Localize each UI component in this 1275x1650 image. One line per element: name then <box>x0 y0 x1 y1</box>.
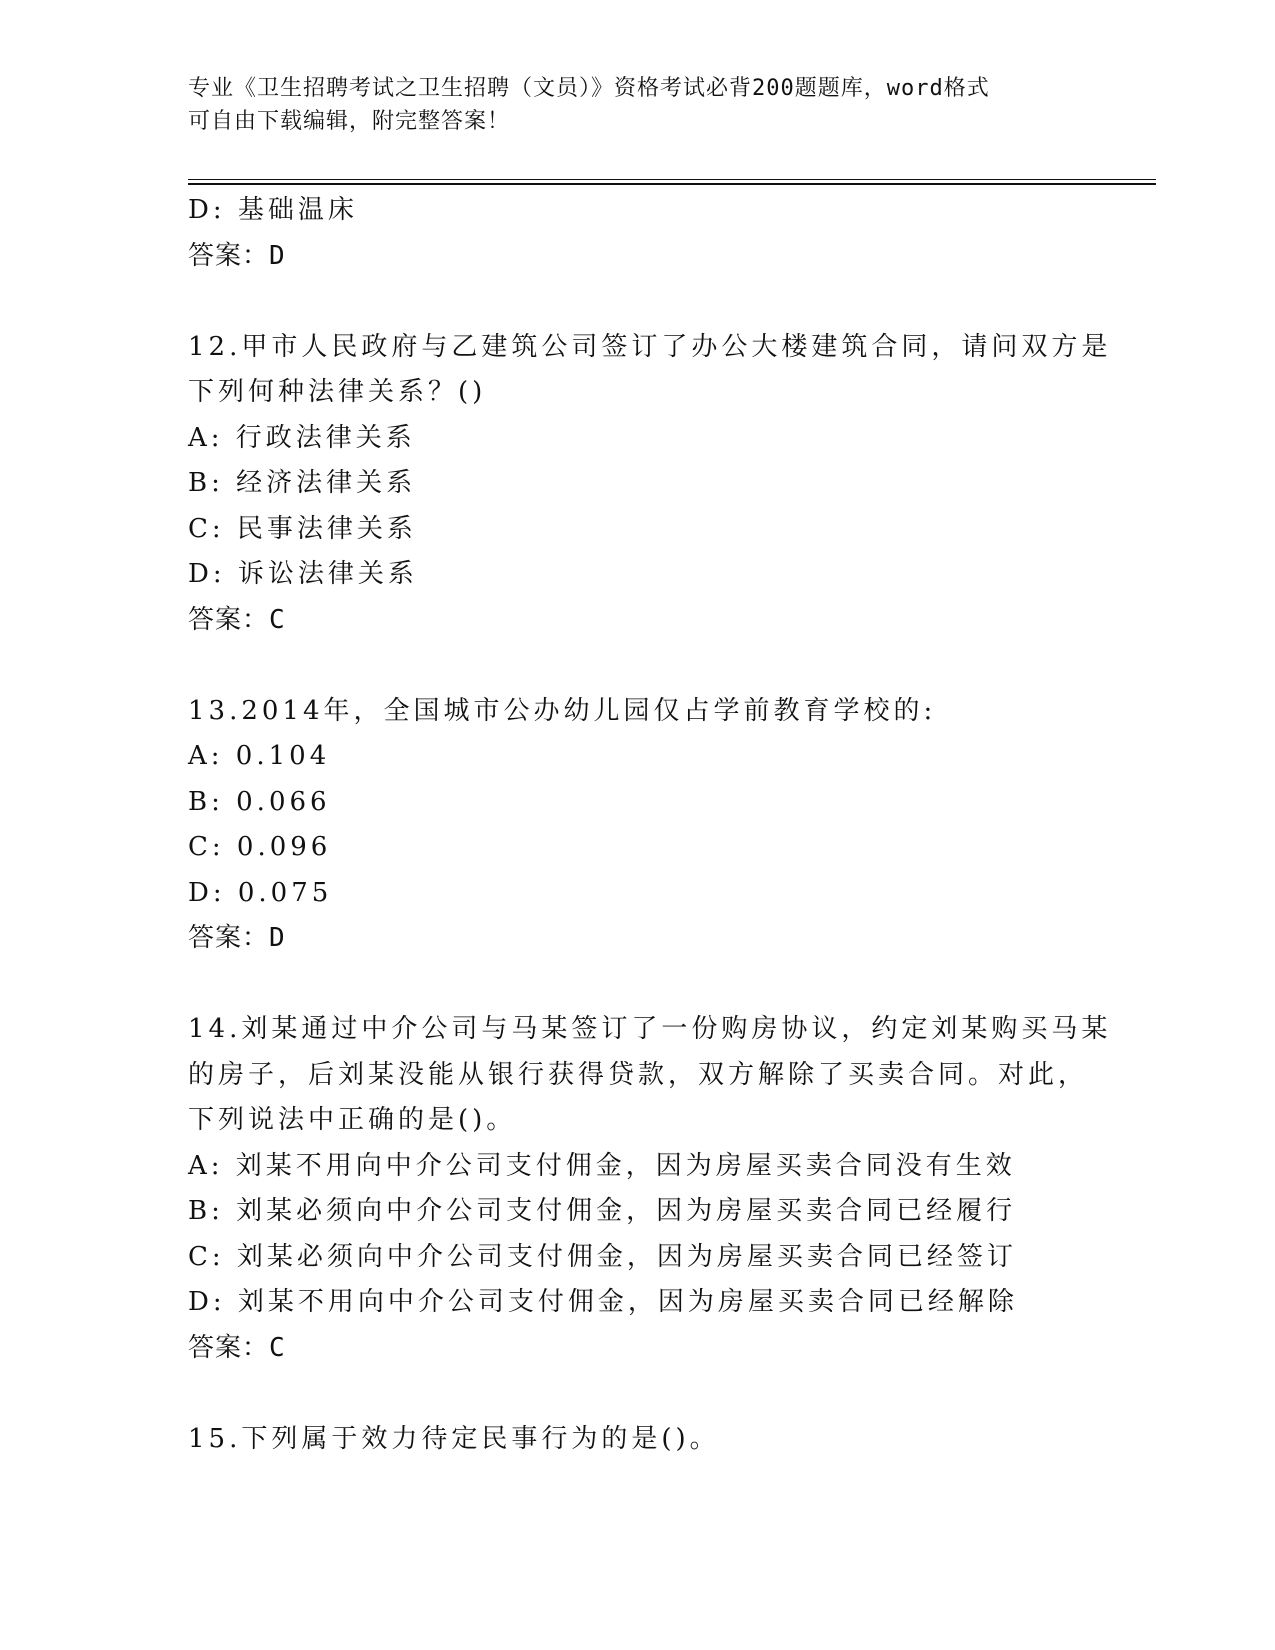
answer: 答案：C <box>188 604 286 635</box>
option-b: B: 经济法律关系 <box>188 468 417 498</box>
spacer <box>188 279 1088 325</box>
question-stem: 14.刘某通过中介公司与马某签订了一份购房协议，约定刘某购买马某 <box>188 1014 1112 1044</box>
option-c: C: 0.096 <box>188 832 332 862</box>
option-b: B: 0.066 <box>188 786 331 817</box>
answer: 答案：D <box>188 923 286 953</box>
question-stem: 的房子，后刘某没能从银行获得贷款，双方解除了买卖合同。对此， <box>188 1059 1089 1090</box>
prev-answer: 答案：D <box>188 240 286 271</box>
option-d: D: 诉讼法律关系 <box>188 559 418 589</box>
option-d: D: 0.075 <box>188 877 333 908</box>
question-list <box>188 188 1112 1462</box>
question-12 <box>188 325 1112 644</box>
option-a: A: 行政法律关系 <box>188 422 416 453</box>
question-stem: 13.2014年，全国城市公办幼儿园仅占学前教育学校的: <box>188 695 937 726</box>
option-a: A: 0.104 <box>188 741 331 771</box>
question-stem: 下列说法中正确的是()。 <box>188 1105 517 1135</box>
header-line-2: 可自由下载编辑，附完整答案！ <box>188 109 511 134</box>
spacer <box>188 962 1088 1008</box>
question-stem: 下列何种法律关系？() <box>188 377 487 407</box>
document-header <box>188 72 1088 138</box>
header-divider-thick <box>188 183 1156 185</box>
spacer <box>188 643 1088 689</box>
answer: 答案：C <box>188 1332 286 1363</box>
question-13 <box>188 689 1088 962</box>
prev-option-d: D: 基础温床 <box>188 195 358 225</box>
option-b: B: 刘某必须向中介公司支付佣金，因为房屋买卖合同已经履行 <box>188 1196 1017 1226</box>
option-a: A: 刘某不用向中介公司支付佣金，因为房屋买卖合同没有生效 <box>188 1150 1016 1181</box>
question-15 <box>188 1417 1088 1463</box>
question-stem: 12.甲市人民政府与乙建筑公司签订了办公大楼建筑合同，请问双方是 <box>188 331 1112 362</box>
option-c: C: 刘某必须向中介公司支付佣金，因为房屋买卖合同已经签订 <box>188 1241 1017 1272</box>
option-c: C: 民事法律关系 <box>188 513 417 544</box>
question-stem: 15.下列属于效力待定民事行为的是()。 <box>188 1423 720 1454</box>
option-d: D: 刘某不用向中介公司支付佣金，因为房屋买卖合同已经解除 <box>188 1287 1018 1317</box>
question-14 <box>188 1007 1112 1371</box>
header-divider-thin <box>188 179 1156 180</box>
header-line-1: 专业《卫生招聘考试之卫生招聘（文员）》资格考试必背200题题库，word格式 <box>188 76 990 101</box>
spacer <box>188 1371 1088 1417</box>
